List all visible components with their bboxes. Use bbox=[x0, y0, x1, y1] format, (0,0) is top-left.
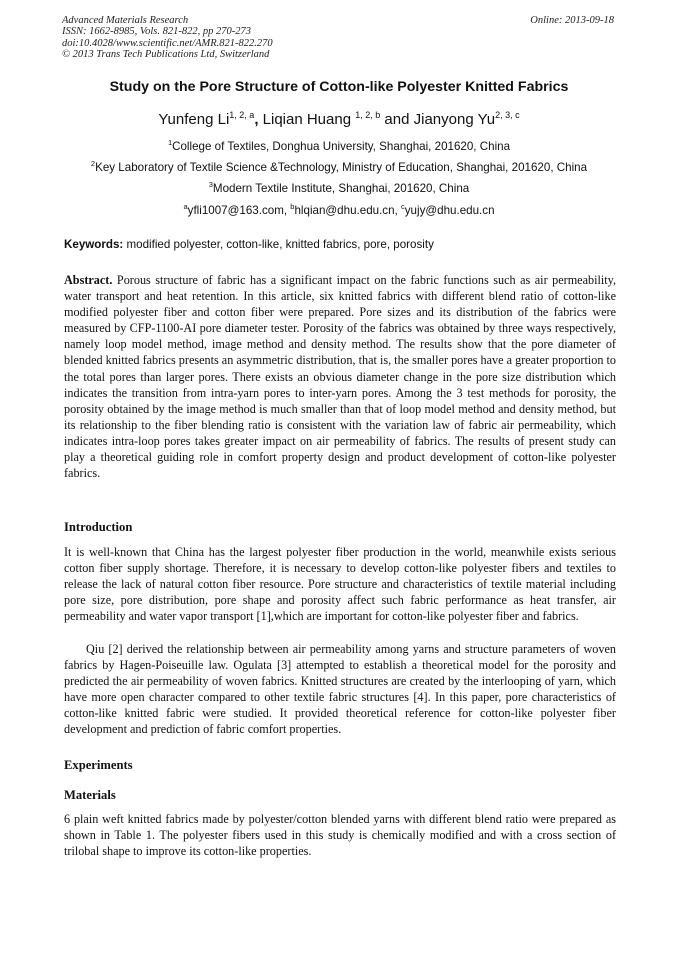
affiliation-3-sup: 3 bbox=[208, 180, 213, 189]
journal-header bbox=[62, 15, 273, 61]
keywords-label: Keywords: bbox=[64, 238, 124, 251]
affiliation-1-text: College of Textiles, Donghua University, Shanghai, 201620, China bbox=[172, 140, 511, 153]
abstract bbox=[64, 272, 616, 481]
keywords bbox=[64, 238, 616, 251]
introduction-paragraph-1: It is well-known that China has the largest polyester fiber production in the world, meanwhile exists serious cotton fiber supply shortage. Therefore, it is necessary to develop cotton-like polyester fibers and textiles to release the lack of natural cotton fiber resource. Pore structure and characteristics of textile material including pore size, pore distribution, pore shape and porosity affect such fabric performance as heat transfer, air permeability and water vapor transport [1],which are important for cotton-like polyester fiber and fabrics. bbox=[64, 545, 616, 624]
materials-paragraph: 6 plain weft knitted fabrics made by polyester/cotton blended yarns with different blend ratio were prepared as shown in Table 1. The polyester fibers used in this study is chemically modified and with a cross section of trilobal shape to improve its cotton-like properties. bbox=[64, 812, 616, 859]
email-a[interactable]: yfli1007@163.com, bbox=[187, 204, 291, 217]
abstract-text: Porous structure of fabric has a significant impact on the fabric functions such as air permeability, water transport and heat retention. In this article, six knitted fabrics with different blend ratio of cotton-like modified polyester fiber and cotton fiber were prepared. Pore sizes and its distribution of the fabrics were measured by CFP-1100-AI pore diameter tester. Porosity of the fabrics was obtained by three ways respectively, namely loop model method, image method and density method. The results show that the pore diameter of blended knitted fabrics presents an asymmetric distribution, that is, the smaller pores have a greater proportion to the total pores than larger pores. There exists an obvious diameter change in the pore size distribution which indicates the transition from intra-yarn pores to inter-yarn pores. Among the 3 test methods for porosity, the porosity obtained by the image method is much smaller than that of loop model method and density method, but its relationship to the fiber blending ratio is consistent with the variation law of fabric air permeability, which indicates intra-loop pores takes greater impact on air permeability of fabrics. The results of present study can play a theoretical guiding role in comfort property design and product development of cotton-like polyester fabrics. bbox=[64, 273, 616, 481]
affiliation-3-text: Modern Textile Institute, Shanghai, 201620, China bbox=[212, 182, 470, 195]
copyright-line: © 2013 Trans Tech Publications Ltd, Switzerland bbox=[62, 49, 270, 61]
abstract-label: Abstract. bbox=[64, 273, 113, 287]
email-c[interactable]: yujy@dhu.edu.cn bbox=[404, 204, 495, 217]
affiliation-1 bbox=[0, 140, 678, 154]
email-a-sup: a bbox=[183, 202, 188, 211]
email-line bbox=[0, 204, 678, 218]
keywords-text: modified polyester, cotton-like, knitted fabrics, pore, porosity bbox=[123, 238, 434, 251]
affiliation-2-text: Key Laboratory of Textile Science &Technology, Ministry of Education, Shanghai, 201620, China bbox=[95, 161, 588, 174]
materials-heading: Materials bbox=[64, 788, 116, 802]
author-1-affil: 1, 2, a bbox=[229, 110, 255, 120]
introduction-heading: Introduction bbox=[64, 520, 133, 534]
issn-line: ISSN: 1662-8985, Vols. 821-822, pp 270-273 bbox=[62, 26, 251, 38]
author-2-affil: 1, 2, b bbox=[355, 110, 381, 120]
doi-line[interactable]: doi:10.4028/www.scientific.net/AMR.821-822.270 bbox=[62, 37, 273, 49]
affiliation-2 bbox=[0, 161, 678, 175]
email-c-sup: c bbox=[401, 202, 405, 211]
email-b-sup: b bbox=[290, 202, 295, 211]
author-3-affil: 2, 3, c bbox=[495, 110, 520, 120]
author-2: Liqian Huang bbox=[258, 111, 356, 128]
online-date: Online: 2013-09-18 bbox=[530, 15, 614, 26]
affiliation-2-sup: 2 bbox=[90, 159, 96, 168]
author-separator: , bbox=[254, 111, 259, 128]
paper-title: Study on the Pore Structure of Cotton-like Polyester Knitted Fabrics bbox=[109, 79, 569, 95]
email-b[interactable]: hlqian@dhu.edu.cn, bbox=[294, 204, 401, 217]
affiliation-3 bbox=[0, 182, 678, 196]
introduction-paragraph-2: Qiu [2] derived the relationship between air permeability among yarns and structure parameters of woven fabrics by Hagen-Poiseuille law. Ogulata [3] attempted to establish a theoretical model for the porosity and predicted the air permeability of woven fabrics. Knitted structures are created by the interlooping of yarn, which have more open character compared to other textile fabric structures [4]. In this paper, pore characteristics of cotton-like knitted fabric were studied. It provided theoretical reference for cotton-like polyester fiber development and prediction of fabric comfort properties. bbox=[64, 642, 616, 737]
journal-name: Advanced Materials Research bbox=[62, 15, 189, 26]
author-1: Yunfeng Li bbox=[158, 111, 230, 128]
author-3: and Jianyong Yu bbox=[380, 111, 496, 128]
experiments-heading: Experiments bbox=[64, 758, 133, 772]
affiliation-1-sup: 1 bbox=[167, 138, 173, 147]
author-list bbox=[0, 111, 678, 128]
